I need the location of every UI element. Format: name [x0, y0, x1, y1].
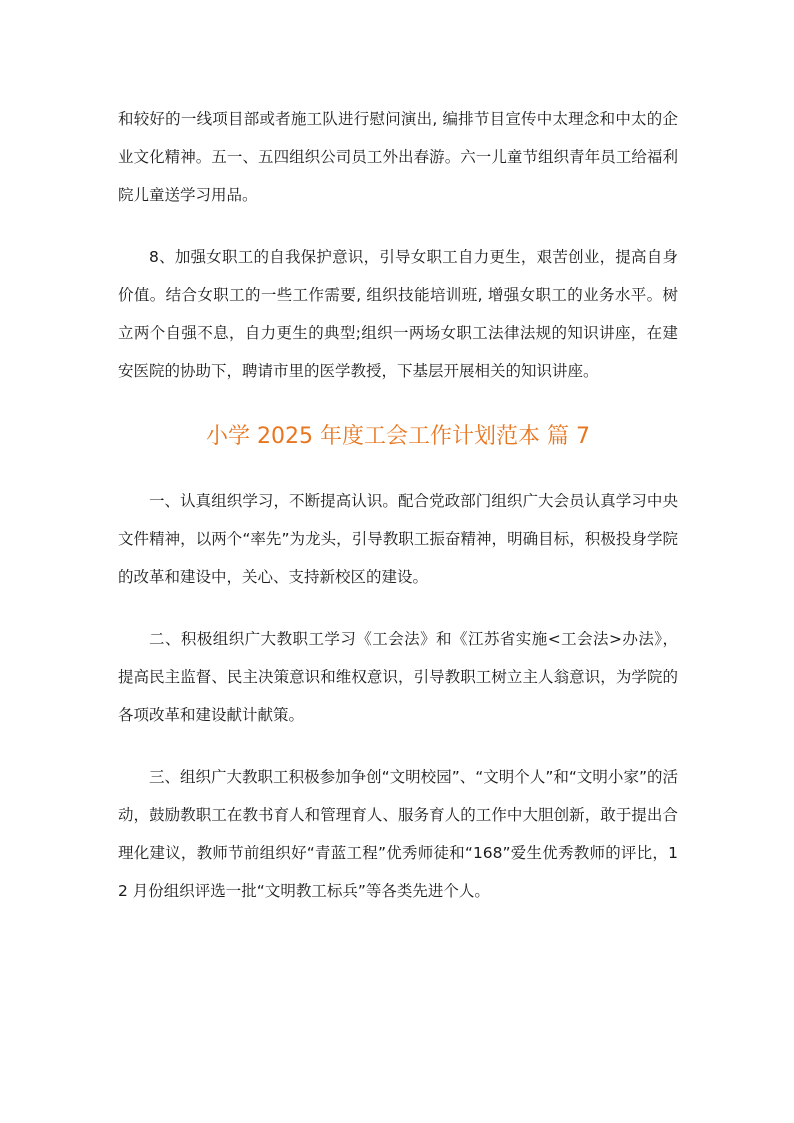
item-8-paragraph: 8、加强女职工的自我保护意识，引导女职工自力更生，艰苦创业，提高自身价值。结合女职工的一些工作需要, 组织技能培训班, 增强女职工的业务水平。树立两个自强不息，自力更生的典型;组织一两场女职工法律法规的知识讲座，在建安医院的协助下，聘请市里的医学教授，下基层开展相关的知识讲座。 — [118, 248, 678, 380]
paragraph-spacer — [118, 734, 678, 758]
document-body — [118, 100, 678, 910]
paragraph-spacer — [118, 596, 678, 620]
item-1-paragraph: 一、认真组织学习，不断提高认识。配合党政部门组织广大会员认真学习中央文件精神，以两个“率先”为龙头，引导教职工振奋精神，明确目标，积极投身学院的改革和建设中，关心、支持新校区的建设。 — [118, 492, 678, 586]
item-2-paragraph: 二、积极组织广大教职工学习《工会法》和《江苏省实施<工会法>办法》，提高民主监督、民主决策意识和维权意识，引导教职工树立主人翁意识，为学院的各项改革和建设献计献策。 — [118, 630, 678, 724]
paragraph-spacer — [118, 214, 678, 238]
intro-paragraph: 和较好的一线项目部或者施工队进行慰问演出, 编排节目宣传中太理念和中太的企业文化精神。五一、五四组织公司员工外出春游。六一儿童节组织青年员工给福利院儿童送学习用品。 — [118, 110, 678, 204]
section-heading: 小学 2025 年度工会工作计划范本 篇 7 — [206, 424, 590, 449]
item-3-paragraph: 三、组织广大教职工积极参加争创“文明校园”、“文明个人”和“文明小家”的活动，鼓励教职工在教书育人和管理育人、服务育人的工作中大胆创新，敢于提出合理化建议，教师节前组织好“青蓝工程”优秀师徒和“168”爱生优秀教师的评比，12 月份组织评选一批“文明教工标兵”等各类先进个人。 — [118, 768, 678, 900]
